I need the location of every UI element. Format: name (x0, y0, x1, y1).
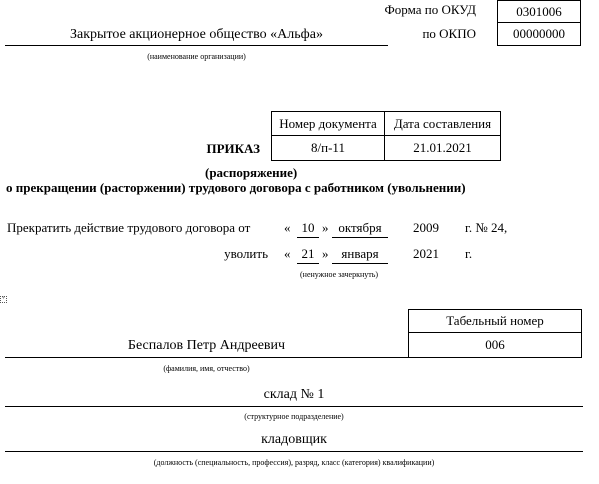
contract-day: 10 (301, 220, 315, 235)
contract-year: 2009 (413, 220, 439, 235)
contract-day-underline (297, 237, 319, 238)
department-underline (5, 406, 583, 407)
dismiss-day: 21 (301, 246, 315, 261)
tab-number-value: 006 (408, 332, 582, 358)
employee-name-underline (5, 357, 408, 358)
organization-underline (5, 45, 388, 46)
employee-name-caption: (фамилия, имя, отчество) (163, 364, 250, 373)
table-anchor-icon[interactable]: + (1, 296, 6, 302)
dismiss-day-underline (297, 263, 319, 264)
dismiss-quote-open: « (284, 246, 291, 261)
tab-number-header: Табельный номер (408, 309, 582, 333)
doc-number-value: 8/п-11 (271, 135, 385, 161)
order-title: ПРИКАЗ (206, 141, 260, 156)
position-underline (5, 451, 583, 452)
contract-month: октября (338, 220, 382, 235)
dismiss-quote-close: » (322, 246, 329, 261)
okpo-code: 00000000 (497, 22, 581, 46)
dismiss-label: уволить (224, 246, 268, 261)
contract-month-underline (332, 237, 388, 238)
dismiss-month-underline (332, 263, 388, 264)
dismiss-year-suffix: г. (465, 246, 473, 261)
contract-quote-open: « (284, 220, 291, 235)
organization-caption: (наименование организации) (147, 52, 246, 61)
order-subtitle: (распоряжение) (205, 165, 298, 180)
organization-name: Закрытое акционерное общество «Альфа» (70, 27, 323, 42)
employee-name: Беспалов Петр Андреевич (127, 338, 286, 353)
termination-contract-label: Прекратить действие трудового договора от (7, 220, 251, 235)
doc-date-value: 21.01.2021 (384, 135, 501, 161)
doc-date-header: Дата составления (384, 111, 501, 136)
dismiss-month: января (341, 246, 379, 261)
okpo-label: по ОКПО (422, 26, 476, 41)
dismiss-year: 2021 (413, 246, 439, 261)
department: склад № 1 (263, 387, 325, 402)
position-caption: (должность (специальность, профессия), разряд, класс (категория) квалификации) (153, 458, 435, 467)
contract-quote-close: » (322, 220, 329, 235)
okud-label: Форма по ОКУД (384, 2, 476, 17)
strike-caption: (ненужное зачеркнуть) (300, 270, 379, 279)
okud-code: 0301006 (497, 0, 581, 23)
position: кладовщик (261, 432, 327, 447)
contract-number: г. № 24, (465, 220, 508, 235)
doc-number-header: Номер документа (271, 111, 385, 136)
order-subject: о прекращении (расторжении) трудового договора с работником (увольнении) (6, 180, 466, 195)
department-caption: (структурное подразделение) (244, 412, 344, 421)
